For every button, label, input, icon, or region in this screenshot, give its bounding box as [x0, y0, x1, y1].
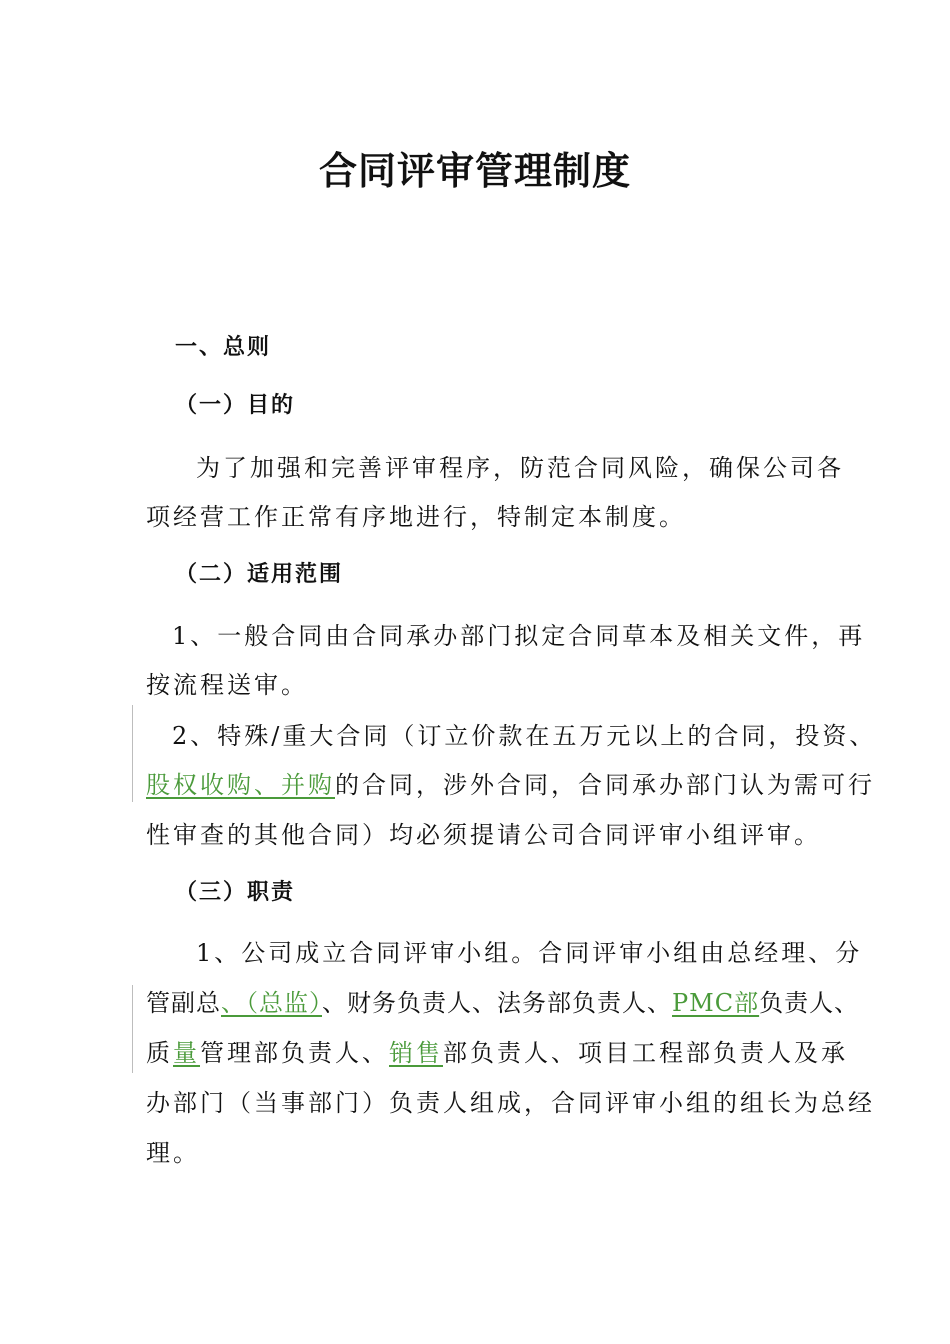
sales-link[interactable]: 销售 — [389, 1039, 443, 1067]
subsection-heading-duties: （三）职责 — [175, 880, 296, 905]
section-heading-general: 一、总则 — [175, 335, 272, 360]
subsection-heading-scope: （二）适用范围 — [175, 562, 344, 587]
scope-item2-line-1: 2、特殊/重大合同（订立价款在五万元以上的合同，投资、 — [172, 722, 877, 750]
scope-item2-line-3: 性审查的其他合同）均必须提请公司合同评审小组评审。 — [146, 821, 821, 849]
scope-item2-line-2 — [146, 765, 875, 800]
equity-acquisition-link[interactable]: 股权收购、并购 — [146, 771, 335, 799]
duties-line-3 — [146, 1033, 848, 1068]
duties-line-2-text-b: 、财务负责人、法务部负责人、 — [322, 989, 672, 1017]
duties-line-4: 办部门（当事部门）负责人组成，合同评审小组的组长为总经 — [146, 1089, 875, 1117]
duties-line-2 — [146, 983, 859, 1018]
duties-line-5: 理。 — [146, 1139, 200, 1167]
revision-margin-bar — [132, 705, 133, 802]
subsection-heading-purpose: （一）目的 — [175, 393, 296, 418]
duties-line-2-text-c: 负责人、 — [759, 989, 860, 1017]
scope-item2-line-2-text: 的合同，涉外合同，合同承办部门认为需可行 — [335, 771, 875, 799]
purpose-line-1: 为了加强和完善评审程序，防范合同风险，确保公司各 — [196, 454, 844, 482]
pmc-link[interactable]: PMC部 — [672, 989, 760, 1017]
page-title: 合同评审管理制度 — [318, 149, 631, 193]
duties-line-2-text-a: 管副总 — [146, 989, 221, 1017]
revision-margin-bar-2 — [132, 985, 133, 1073]
purpose-line-2: 项经营工作正常有序地进行，特制定本制度。 — [146, 503, 686, 531]
quality-link[interactable]: 量 — [173, 1039, 200, 1067]
duties-line-1: 1、公司成立合同评审小组。合同评审小组由总经理、分 — [196, 939, 863, 967]
duties-line-3-text-a: 质 — [146, 1039, 173, 1067]
scope-item1-line-2: 按流程送审。 — [146, 671, 308, 699]
director-link[interactable]: 、（总监） — [221, 989, 322, 1017]
duties-line-3-text-b: 管理部负责人、 — [200, 1039, 389, 1067]
duties-line-3-text-c: 部负责人、项目工程部负责人及承 — [443, 1039, 848, 1067]
scope-item1-line-1: 1、一般合同由合同承办部门拟定合同草本及相关文件，再 — [172, 622, 866, 650]
